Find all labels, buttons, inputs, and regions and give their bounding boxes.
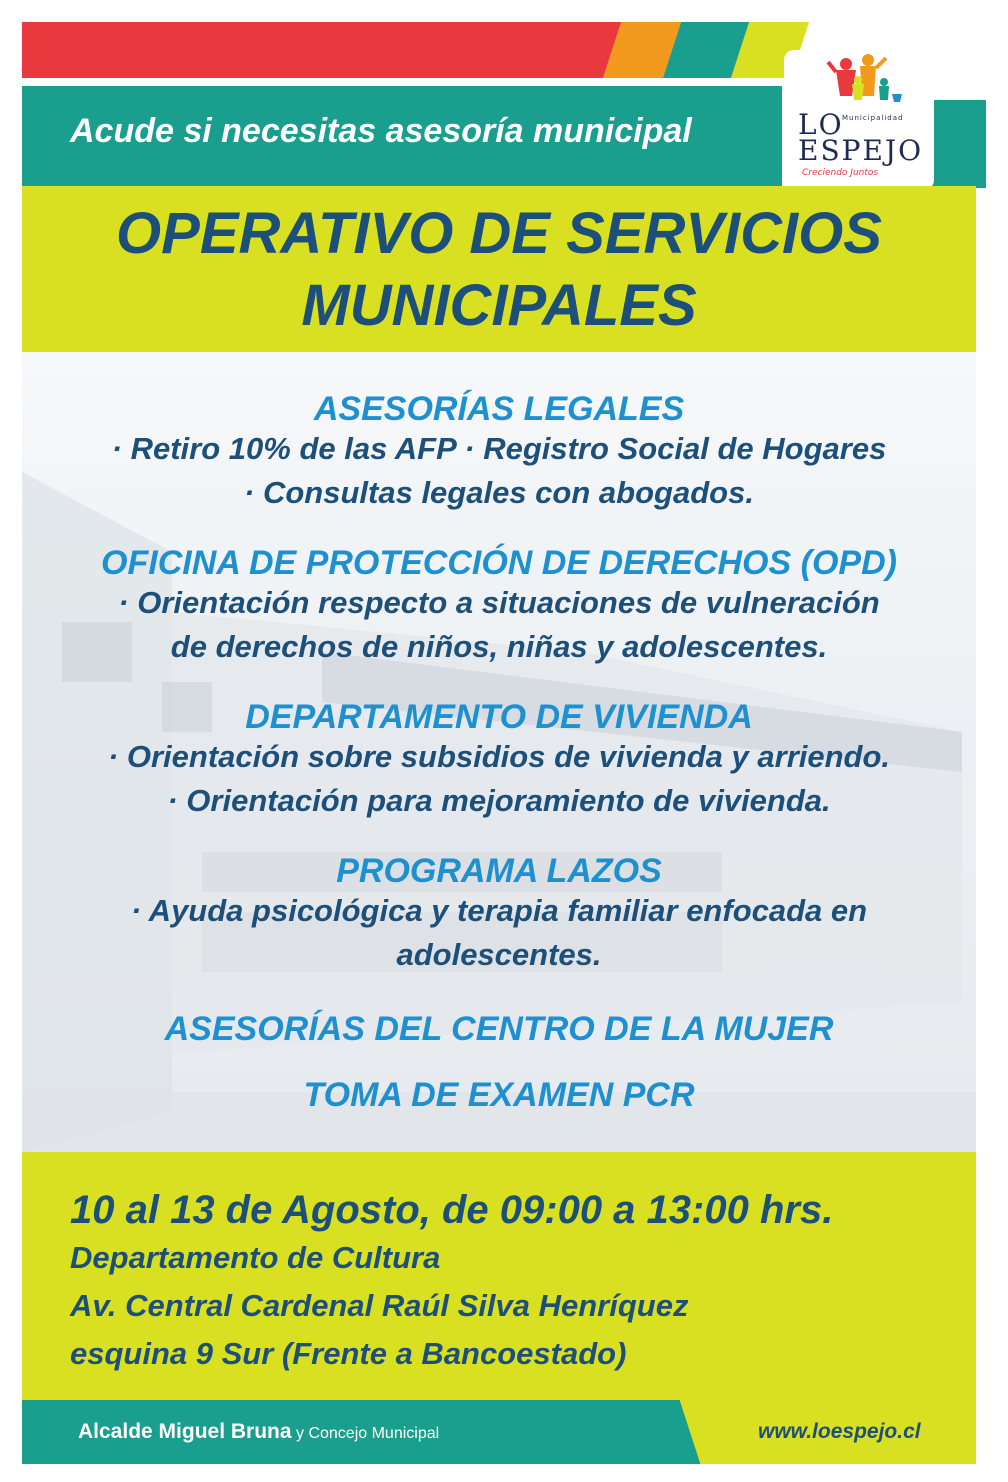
section-line: · Retiro 10% de las AFP · Registro Social de Hogares: [111, 431, 887, 466]
family-figures-icon: [784, 50, 934, 110]
services-content: [22, 352, 976, 1152]
section-title: ASESORÍAS DEL CENTRO DE LA MUJER: [164, 1010, 834, 1048]
logo-lo: LO: [798, 108, 844, 141]
main-title-line-1: OPERATIVO DE SERVICIOS: [116, 201, 882, 266]
section-lazos: [22, 852, 976, 973]
event-date: 10 al 13 de Agosto, de 09:00 a 13:00 hrs.: [70, 1188, 834, 1232]
credits: [78, 1420, 439, 1444]
council-text: y Concejo Municipal: [296, 1425, 440, 1442]
header-bar-right: [930, 100, 986, 188]
header-subtitle: Acude si necesitas asesoría municipal: [70, 112, 692, 150]
event-place: Departamento de Cultura: [70, 1240, 441, 1275]
top-color-stripe: [22, 22, 782, 78]
title-panel: [22, 186, 976, 352]
section-title: ASESORÍAS LEGALES: [313, 390, 685, 428]
event-address-line-2: esquina 9 Sur (Frente a Bancoestado): [70, 1336, 627, 1371]
section-line: · Orientación para mejoramiento de vivienda.: [167, 783, 831, 818]
section-line: · Orientación respecto a situaciones de vulneración: [118, 585, 880, 620]
section-title: TOMA DE EXAMEN PCR: [303, 1076, 695, 1114]
section-opd: [22, 544, 976, 665]
section-legal: [22, 390, 976, 511]
event-details-panel: [22, 1152, 976, 1400]
section-pcr: [22, 1076, 976, 1115]
section-women-center: [22, 1010, 976, 1049]
section-title: PROGRAMA LAZOS: [336, 852, 662, 890]
section-line: de derechos de niños, niñas y adolescentes.: [170, 629, 828, 664]
section-line: adolescentes.: [396, 937, 602, 972]
section-line: · Ayuda psicológica y terapia familiar enfocada en: [130, 893, 868, 928]
stripe-red: [22, 22, 622, 78]
section-line: · Orientación sobre subsidios de vivienda y arriendo.: [107, 739, 891, 774]
section-line: · Consultas legales con abogados.: [244, 475, 754, 510]
municipality-logo: [784, 50, 934, 190]
logo-espejo: ESPEJO: [798, 134, 924, 167]
main-title-line-2: MUNICIPALES: [301, 273, 697, 338]
mayor-name: Alcalde Miguel Bruna: [78, 1420, 292, 1443]
section-title: DEPARTAMENTO DE VIVIENDA: [245, 698, 753, 736]
website-link[interactable]: www.loespejo.cl: [758, 1420, 921, 1443]
logo-tagline: Creciendo Juntos: [802, 168, 879, 178]
section-housing: [22, 698, 976, 819]
event-address-line-1: Av. Central Cardenal Raúl Silva Henríquez: [70, 1288, 689, 1323]
logo-municipalidad: Municipalidad: [842, 114, 904, 122]
section-title: OFICINA DE PROTECCIÓN DE DERECHOS (OPD): [101, 544, 897, 582]
